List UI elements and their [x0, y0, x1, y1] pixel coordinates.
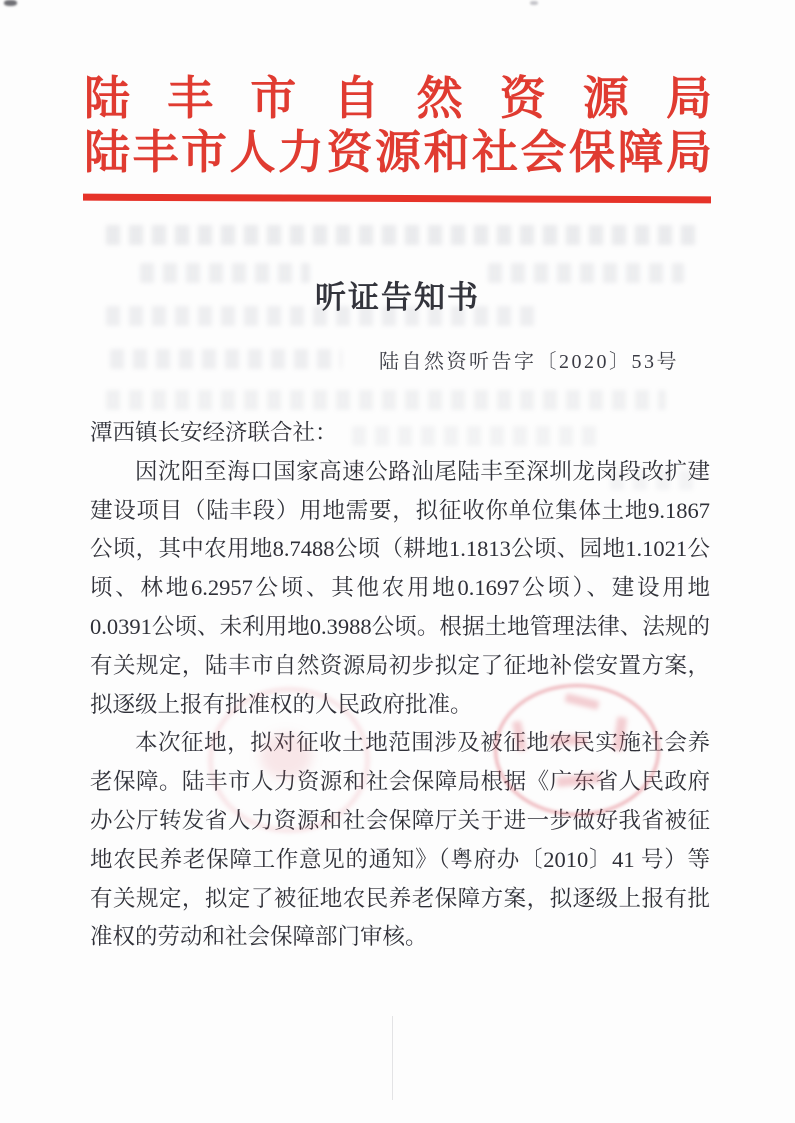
bleedthrough-text-line	[106, 225, 704, 245]
paper-fold-line	[392, 1016, 393, 1100]
agency-name-line2: 陆丰市人力资源和社会保障局	[84, 127, 712, 178]
scan-speck	[4, 0, 17, 6]
official-seal-impression-left	[209, 688, 369, 832]
seal-inner-mark	[549, 735, 587, 745]
scan-speck	[530, 1, 538, 5]
recipient-line: 潭西镇长安经济联合社：	[90, 420, 338, 445]
bleedthrough-text-line	[106, 390, 666, 410]
body-paragraph-1: 因沈阳至海口国家高速公路汕尾陆丰至深圳龙岗段改扩建建设项目（陆丰段）用地需要，拟征收你单位集体土地9.1867公顷，其中农用地8.7488公顷（耕地1.1813公顷、园地1.1021公顷、林地6.2957公顷、其他农用地0.1697公顷）、建设用地0.0391公顷、未利用地0.3988公顷。根据土地管理法律、法规的有关规定，陆丰市自然资源局初步拟定了征地补偿安置方案，拟逐级上报有批准权的人民政府批准。	[90, 458, 710, 717]
seal-inner-mark	[564, 693, 599, 710]
document-reference-number: 陆自然资听告字〔2020〕53号	[379, 351, 679, 373]
agency-name-line1: 陆丰市自然资源局	[84, 73, 712, 124]
document-title: 听证告知书	[315, 280, 480, 315]
seal-inner-mark	[613, 716, 628, 751]
seal-inner-mark	[512, 720, 527, 751]
seal-inner-mark	[557, 773, 602, 788]
letterhead	[84, 72, 712, 180]
seal-inner-smudge	[260, 733, 312, 779]
official-seal-impression-right	[494, 684, 660, 816]
document-body	[90, 414, 710, 957]
body-paragraph-2: 本次征地，拟对征收土地范围涉及被征地农民实施社会养老保障。陆丰市人力资源和社会保障局根据《广东省人民政府办公厅转发省人力资源和社会保障厅关于进一步做好我省被征地农民养老保障工作意见的通知》（粤府办〔2010〕41 号）等有关规定，拟定了被征地农民养老保障方案，拟逐级上报有批准权的劳动和社会保障部门审核。	[90, 730, 710, 950]
letterhead-divider-rule	[83, 194, 711, 204]
